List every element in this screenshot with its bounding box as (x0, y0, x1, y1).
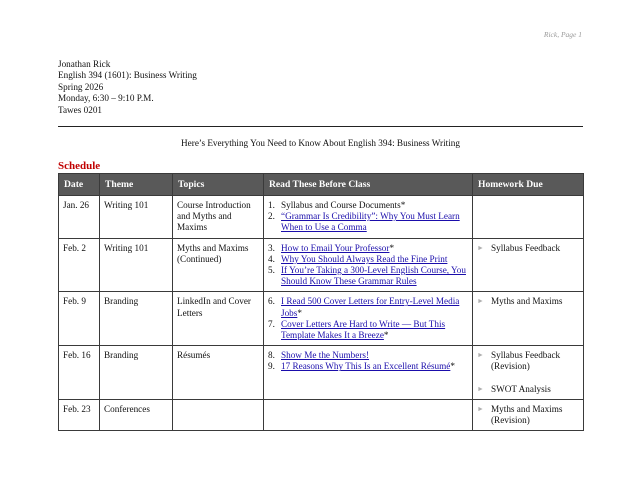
reading-link[interactable]: I Read 500 Cover Letters for Entry-Level Media Jobs (281, 296, 460, 318)
readings-list (268, 296, 468, 341)
reading-item (268, 265, 468, 287)
readings-list (268, 200, 468, 234)
homework-item (477, 243, 579, 254)
reading-link[interactable]: Cover Letters Are Hard to Write — But This Template Makes It a Breeze (281, 318, 446, 341)
header-block (58, 59, 197, 116)
homework-text: SWOT Analysis (491, 383, 551, 394)
reading-number: 4. (268, 253, 275, 264)
homework-cell (473, 238, 584, 292)
topics-cell: Résumés (173, 346, 264, 400)
homework-text: Syllabus Feedback (Revision) (491, 350, 561, 372)
date-cell: Feb. 23 (59, 399, 100, 430)
schedule-table (58, 173, 584, 431)
term: Spring 2026 (58, 81, 104, 92)
readings-cell (264, 346, 473, 400)
reading-number: 6. (268, 296, 275, 307)
required-marker: * (400, 200, 406, 210)
theme-cell: Branding (100, 346, 173, 400)
reading-link[interactable]: 17 Reasons Why This Is an Excellent Résumé (281, 361, 451, 372)
homework-list (477, 296, 579, 307)
schedule-heading: Schedule (58, 160, 101, 172)
homework-cell (473, 346, 584, 400)
reading-number: 8. (268, 350, 275, 361)
readings-cell (264, 399, 473, 430)
reading-body (281, 319, 468, 341)
triangle-bullet-icon: ► (477, 404, 484, 413)
date-cell: Feb. 16 (59, 346, 100, 400)
readings-cell (264, 238, 473, 292)
table-row (59, 399, 584, 430)
reading-item (268, 254, 468, 265)
topics-cell: Myths and Maxims (Continued) (173, 238, 264, 292)
horizontal-rule (58, 126, 583, 127)
column-header-date: Date (59, 174, 100, 196)
document-title: Here’s Everything You Need to Know About English 394: Business Writing (181, 138, 460, 148)
column-header-homework: Homework Due (473, 174, 584, 196)
reading-body (281, 254, 447, 265)
class-time: Monday, 6:30 – 9:10 P.M. (58, 93, 154, 104)
required-marker: * (297, 307, 302, 318)
course-name: English 394 (1601): Business Writing (58, 70, 197, 81)
column-header-theme: Theme (100, 174, 173, 196)
required-marker: * (383, 330, 389, 341)
table-row (59, 196, 584, 239)
room: Tawes 0201 (58, 104, 103, 115)
topics-cell: Course Introduction and Myths and Maxims (173, 196, 264, 239)
reading-item (268, 296, 468, 318)
reading-number: 5. (268, 265, 275, 276)
reading-link[interactable]: Show Me the Numbers! (281, 350, 370, 361)
reading-body (281, 350, 369, 361)
readings-cell (264, 292, 473, 346)
homework-list (477, 404, 579, 426)
homework-text: Myths and Maxims (491, 296, 563, 307)
topics-cell: LinkedIn and Cover Letters (173, 292, 264, 346)
reading-link[interactable]: Why You Should Always Read the Fine Print (281, 253, 448, 264)
reading-body (281, 361, 455, 372)
table-header-row (59, 174, 584, 196)
reading-number: 3. (268, 242, 275, 253)
reading-link[interactable]: If You’re Taking a 300-Level English Course, You Should Know These Grammar Rules (281, 265, 466, 287)
readings-list (268, 350, 468, 372)
table-row (59, 346, 584, 400)
reading-number: 7. (268, 318, 275, 329)
date-cell: Feb. 9 (59, 292, 100, 346)
date-cell: Jan. 26 (59, 196, 100, 239)
column-header-readings: Read These Before Class (264, 174, 473, 196)
readings-list (268, 243, 468, 288)
theme-cell: Writing 101 (100, 238, 173, 292)
author-name: Jonathan Rick (58, 59, 111, 69)
reading-item (268, 361, 468, 372)
reading-number: 9. (268, 361, 275, 372)
homework-item (477, 296, 579, 307)
homework-text: Syllabus Feedback (491, 242, 561, 253)
reading-item (268, 243, 468, 254)
table-row (59, 238, 584, 292)
triangle-bullet-icon: ► (477, 384, 484, 393)
date-cell: Feb. 2 (59, 238, 100, 292)
topics-cell (173, 399, 264, 430)
reading-item (268, 211, 468, 233)
homework-item (477, 404, 579, 426)
homework-list (477, 350, 579, 395)
reading-item (268, 350, 468, 361)
reading-link[interactable]: How to Email Your Professor (281, 242, 390, 253)
readings-cell (264, 196, 473, 239)
reading-item (268, 200, 468, 211)
required-marker: * (389, 242, 395, 253)
homework-item (477, 350, 579, 372)
table-row (59, 292, 584, 346)
reading-item (268, 319, 468, 341)
homework-list (477, 243, 579, 254)
homework-cell (473, 399, 584, 430)
triangle-bullet-icon: ► (477, 351, 484, 360)
reading-body (281, 211, 468, 233)
triangle-bullet-icon: ► (477, 243, 484, 252)
running-head: Rick, Page 1 (543, 30, 582, 39)
reading-body (281, 200, 405, 211)
reading-number: 1. (268, 200, 275, 210)
reading-body (281, 243, 394, 254)
homework-cell (473, 292, 584, 346)
reading-body (281, 296, 468, 318)
theme-cell: Conferences (100, 399, 173, 430)
theme-cell: Branding (100, 292, 173, 346)
homework-item (477, 384, 579, 395)
triangle-bullet-icon: ► (477, 297, 484, 306)
column-header-topics: Topics (173, 174, 264, 196)
reading-number: 2. (268, 211, 275, 222)
homework-text: Myths and Maxims (Revision) (491, 403, 563, 426)
theme-cell: Writing 101 (100, 196, 173, 239)
reading-link[interactable]: “Grammar Is Credibility”: Why You Must Learn When to Use a Comma (281, 211, 460, 233)
reading-text: Syllabus and Course Documents (281, 200, 401, 210)
reading-body (281, 265, 468, 287)
required-marker: * (450, 361, 455, 372)
homework-cell (473, 196, 584, 239)
